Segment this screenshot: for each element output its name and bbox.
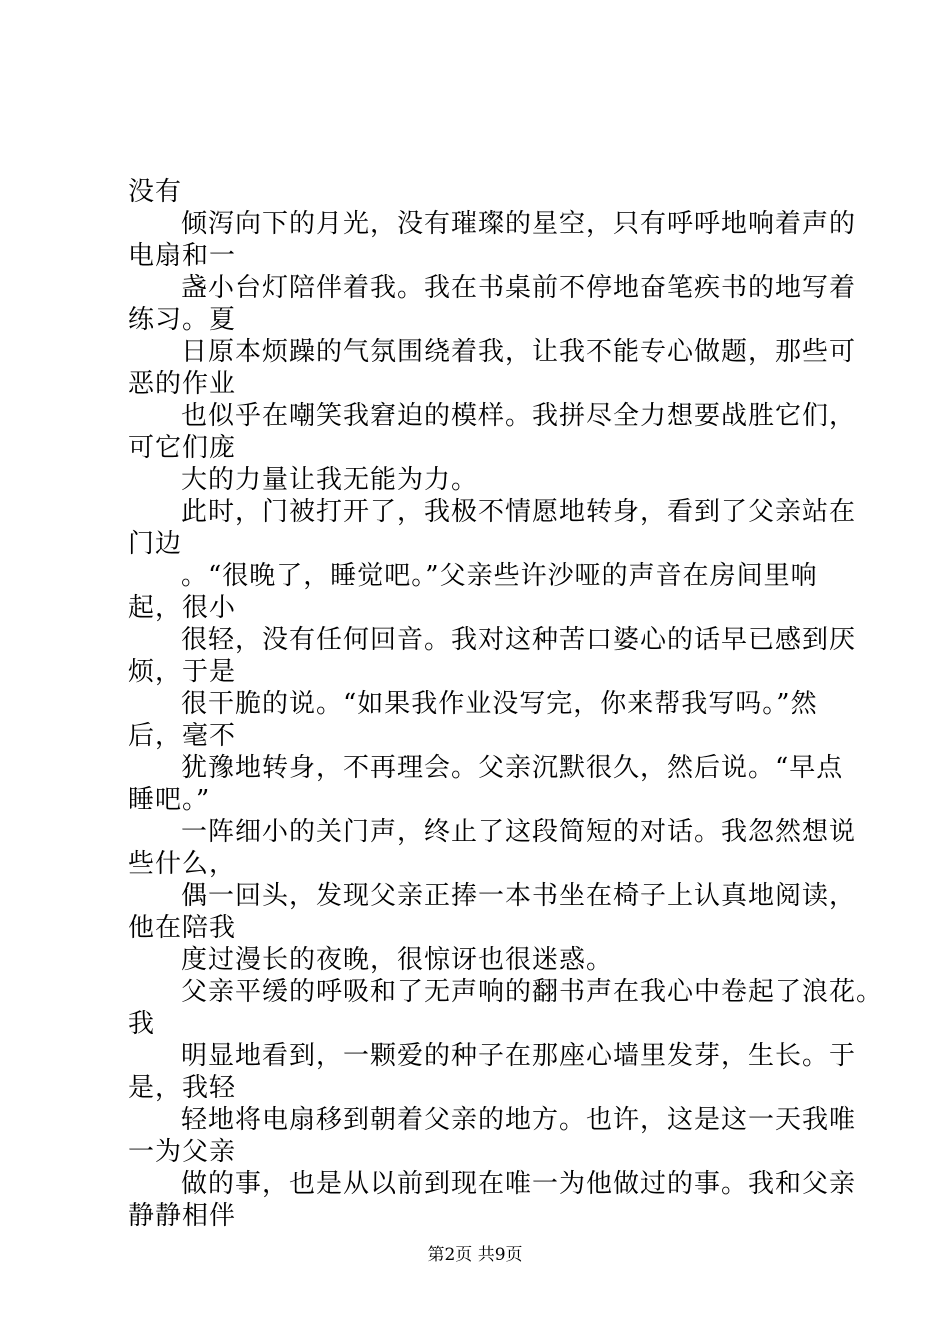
body-text bbox=[128, 176, 884, 1232]
text-line: 后，毫不 bbox=[128, 721, 237, 751]
text-line: 睡吧。” bbox=[128, 785, 211, 815]
text-line: 一为父亲 bbox=[128, 1137, 237, 1167]
text-line: 盏小台灯陪伴着我。我在书桌前不停地奋笔疾书的地写着 bbox=[181, 273, 857, 303]
text-line: 是，我轻 bbox=[128, 1073, 237, 1103]
text-line: 大的力量让我无能为力。 bbox=[181, 465, 479, 495]
text-line: 。“很晚了，睡觉吧。”父亲些许沙哑的声音在房间里响 bbox=[181, 561, 818, 591]
text-line: 很轻，没有任何回音。我对这种苦口婆心的话早已感到厌 bbox=[181, 625, 857, 655]
text-line: 轻地将电扇移到朝着父亲的地方。也许，这是这一天我唯 bbox=[181, 1105, 857, 1135]
text-line: 此时，门被打开了，我极不情愿地转身，看到了父亲站在 bbox=[181, 497, 857, 527]
text-line: 他在陪我 bbox=[128, 913, 237, 943]
text-line: 日原本烦躁的气氛围绕着我，让我不能专心做题，那些可 bbox=[181, 337, 857, 367]
text-line: 偶一回头，发现父亲正捧一本书坐在椅子上认真地阅读， bbox=[181, 881, 857, 911]
page-footer: 第2页 共9页 bbox=[427, 1245, 523, 1265]
text-line: 度过漫长的夜晚，很惊讶也很迷惑。 bbox=[181, 945, 614, 975]
text-line: 做的事，也是从以前到现在唯一为他做过的事。我和父亲 bbox=[181, 1169, 857, 1199]
text-line: 倾泻向下的月光，没有璀璨的星空，只有呼呼地响着声的 bbox=[181, 209, 857, 239]
text-line: 电扇和一 bbox=[128, 241, 237, 271]
text-line: 也似乎在嘲笑我窘迫的模样。我拼尽全力想要战胜它们， bbox=[181, 401, 857, 431]
text-line: 一阵细小的关门声，终止了这段简短的对话。我忽然想说 bbox=[181, 817, 857, 847]
text-line: 很干脆的说。“如果我作业没写完，你来帮我写吗。”然 bbox=[181, 689, 818, 719]
text-line: 父亲平缓的呼吸和了无声响的翻书声在我心中卷起了浪花。 bbox=[181, 977, 884, 1007]
text-line: 犹豫地转身，不再理会。父亲沉默很久，然后说。“早点 bbox=[181, 753, 844, 783]
text-line: 可它们庞 bbox=[128, 433, 237, 463]
text-line: 我 bbox=[128, 1009, 156, 1039]
text-line: 恶的作业 bbox=[128, 369, 237, 399]
text-line: 明显地看到，一颗爱的种子在那座心墙里发芽，生长。于 bbox=[181, 1041, 857, 1071]
text-line: 练习。夏 bbox=[128, 305, 237, 335]
text-line: 门边 bbox=[128, 529, 183, 559]
text-line: 静静相伴 bbox=[128, 1201, 237, 1231]
text-line: 没有 bbox=[128, 177, 183, 207]
text-line: 些什么， bbox=[128, 849, 237, 879]
text-line: 烦，于是 bbox=[128, 657, 237, 687]
text-line: 起，很小 bbox=[128, 593, 237, 623]
